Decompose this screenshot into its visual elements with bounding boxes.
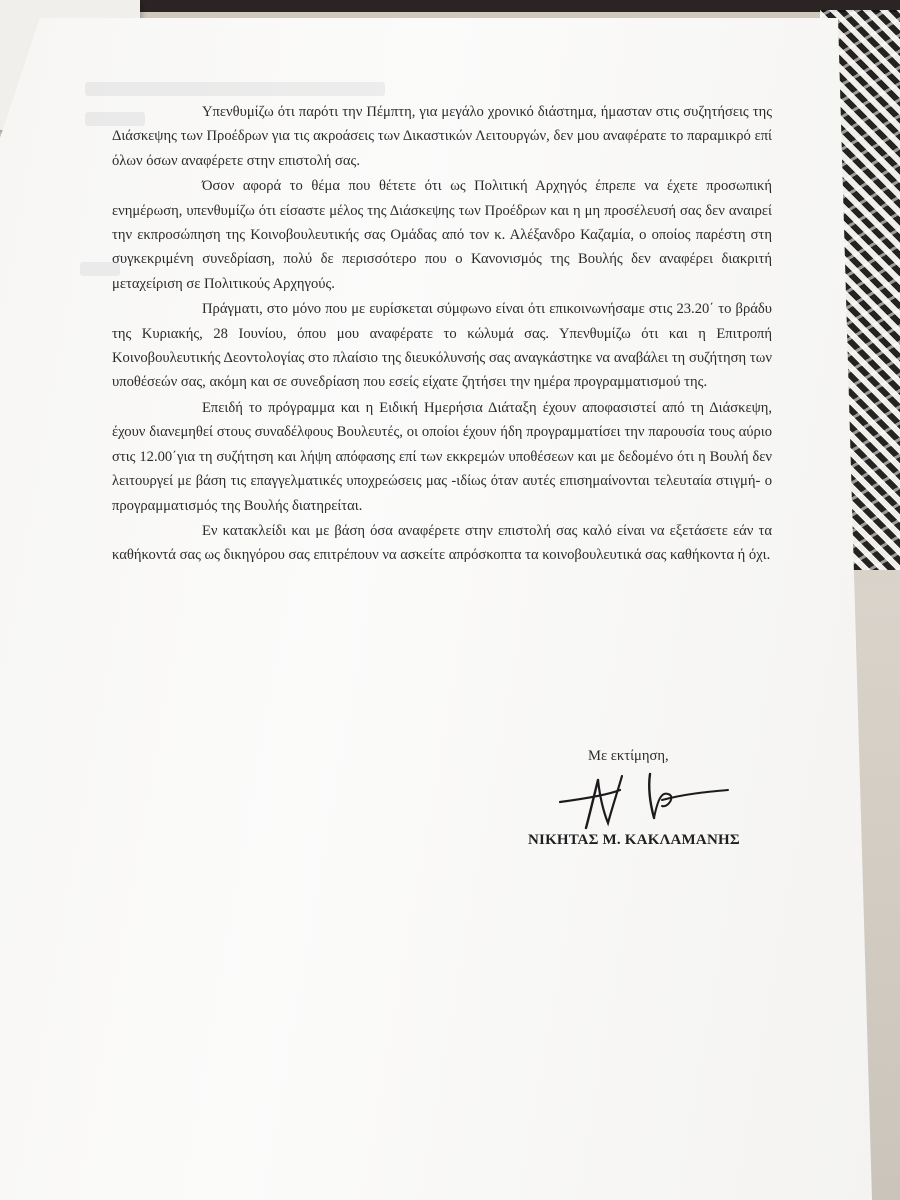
show-through-text xyxy=(85,82,385,96)
background-strip xyxy=(90,0,900,12)
signer-name: ΝΙΚΗΤΑΣ Μ. ΚΑΚΛΑΜΑΝΗΣ xyxy=(528,832,740,848)
paragraph-5: Εν κατακλείδι και με βάση όσα αναφέρετε στην επιστολή σας καλό είναι να εξετάσετε εάν τα καθήκοντά σας ως δικηγόρου σας επιτρέπουν να ασκείτε απρόσκοπτα τα κοινοβουλευτικά σας καθήκοντα ή όχι. xyxy=(112,522,772,564)
paragraph-4: Επειδή το πρόγραμμα και η Ειδική Ημερήσια Διάταξη έχουν αποφασιστεί από τη Διάσκεψη, έχουν διανεμηθεί στους συναδέλφους Βουλευτές, οι οποίοι έχουν ήδη προγραμματίσει την παρουσία τους αύριο στις 12.00΄για τη συζήτηση και λήψη απόφασης επί των εκκρεμών υποθέσεων και με δεδομένο ότι η Βουλή δεν λειτουργεί με βάση τις επαγγελματικές υποχρεώσεις μας -ιδίως όταν αυτές επισημαίνονται τελευταία στιγμή- ο προγραμματισμός της Βουλής διατηρείται. xyxy=(112,399,772,514)
letter-body xyxy=(112,100,772,569)
paragraph-2: Όσον αφορά το θέμα που θέτετε ότι ως Πολιτική Αρχηγός έπρεπε να έχετε προσωπική ενημέρωση, υπενθυμίζω ότι είσαστε μέλος της Διάσκεψης των Προέδρων και η μη προσέλευσή σας δεν αναιρεί την εκπροσώπηση της Κοινοβουλευτικής σας Ομάδας από τον κ. Αλέξανδρο Καζαμία, ο οποίος παρέστη στη συγκεκριμένη συνεδρίαση, πολύ δε περισσότερο που ο Κανονισμός της Βουλής δεν αναφέρει διακριτή μεταχείριση σε Πολιτικούς Αρχηγούς. xyxy=(112,178,772,292)
paragraph-3: Πράγματι, στο μόνο που με ευρίσκεται σύμφωνο είναι ότι επικοινωνήσαμε στις 23.20΄ το βράδυ της Κυριακής, 28 Ιουνίου, όπου μου αναφέρατε το κώλυμά σας. Υπενθυμίζω ότι και η Επιτροπή Κοινοβουλευτικής Δεοντολογίας στο πλαίσιο της διευκόλυνσής σας αναγκάστηκε να αναβάλει τη συζήτηση των υποθέσεών σας, ακόμη και σε συνεδρίαση που εσείς είχατε ζητήσει την ημέρα προγραμματισμού της. xyxy=(112,301,772,391)
paragraph-1: Υπενθυμίζω ότι παρότι την Πέμπτη, για μεγάλο χρονικό διάστημα, ήμασταν στις συζητήσεις της Διάσκεψης των Προέδρων για τις ακροάσεις των Δικαστικών Λειτουργών, δεν μου αναφέρατε το παραμικρό επί όλων όσων αναφέρετε στην επιστολή σας. xyxy=(112,104,772,169)
handwritten-signature xyxy=(550,768,740,838)
closing-salutation: Με εκτίμηση, xyxy=(588,748,669,764)
